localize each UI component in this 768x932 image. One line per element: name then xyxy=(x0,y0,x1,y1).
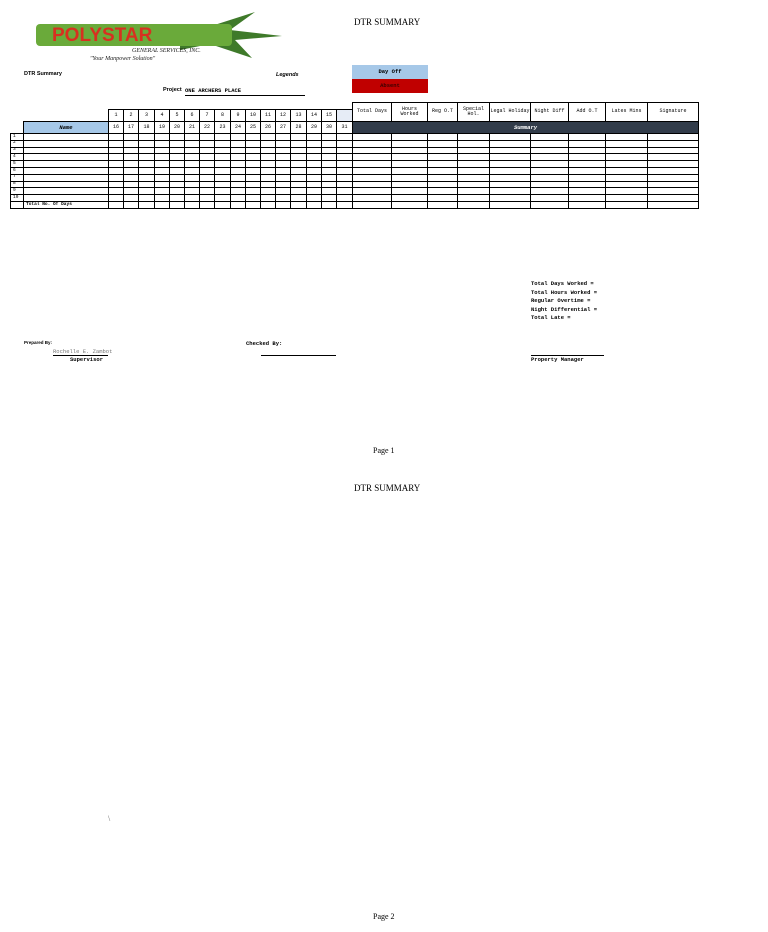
row-number: 2 xyxy=(10,140,24,148)
day-cell xyxy=(245,201,261,209)
day-header: 5 xyxy=(169,109,185,122)
day-header: 15 xyxy=(321,109,337,122)
day-header: 20 xyxy=(169,121,185,134)
row-number: 6 xyxy=(10,167,24,175)
day-header: 2 xyxy=(123,109,139,122)
day-header: 16 xyxy=(108,121,124,134)
day-header: 11 xyxy=(260,109,276,122)
row-number: 5 xyxy=(10,160,24,168)
day-header: 26 xyxy=(260,121,276,134)
day-cell xyxy=(138,201,155,209)
legends-label: Legends xyxy=(276,72,299,78)
prepared-by-name: Rochelle E. Zambot xyxy=(53,348,113,355)
logo-tagline: "Your Manpower Solution" xyxy=(90,56,156,62)
day-header: 19 xyxy=(154,121,170,134)
name-header: Name xyxy=(23,121,109,134)
total-late: Total Late = xyxy=(531,314,571,322)
total-days-label: Total No. Of Days xyxy=(23,201,109,209)
day-cell xyxy=(169,201,185,209)
summary-cell xyxy=(568,201,606,209)
logo-subtitle: GENERAL SERVICES, INC. xyxy=(132,48,201,54)
day-header: 28 xyxy=(290,121,307,134)
row-number xyxy=(10,201,24,209)
day-header: 30 xyxy=(321,121,337,134)
day-header: 8 xyxy=(214,109,231,122)
summary-header: Legal Holiday xyxy=(489,102,531,122)
row-number: 3 xyxy=(10,147,24,155)
day-header: 14 xyxy=(306,109,322,122)
day-header: 21 xyxy=(184,121,200,134)
night-differential: Night Differential = xyxy=(531,305,598,313)
summary-header: Hours Worked xyxy=(391,102,428,122)
day-cell xyxy=(260,201,276,209)
prepared-by-label: Prepared By: xyxy=(24,340,53,345)
signature-line xyxy=(261,355,336,356)
row-number: 9 xyxy=(10,187,24,195)
summary-cell xyxy=(457,201,490,209)
day-header: 31 xyxy=(336,121,353,134)
day-cell xyxy=(214,201,231,209)
summary-cell xyxy=(530,201,569,209)
summary-header: Special Hol. xyxy=(457,102,490,122)
day-cell xyxy=(306,201,322,209)
stray-mark: \ xyxy=(108,814,111,823)
day-cell xyxy=(230,201,246,209)
summary-cell xyxy=(647,201,699,209)
day-header: 7 xyxy=(199,109,215,122)
page-number: Page 2 xyxy=(373,912,395,921)
day-header: 18 xyxy=(138,121,155,134)
legend-absent: Absent xyxy=(352,79,428,93)
row-number: 4 xyxy=(10,153,24,161)
total-days-worked: Total Days Worked = xyxy=(531,280,594,287)
total-hours-worked: Total Hours Worked = xyxy=(531,288,598,296)
day-cell xyxy=(123,201,139,209)
day-header: 22 xyxy=(199,121,215,134)
legend-day-off: Day Off xyxy=(352,65,428,79)
checked-by-label: Checked By: xyxy=(246,340,283,347)
day-header: 29 xyxy=(306,121,322,134)
summary-cell xyxy=(352,201,392,209)
summary-cell xyxy=(391,201,428,209)
project-value: ONE ARCHERS PLACE xyxy=(185,87,305,96)
day-header: 4 xyxy=(154,109,170,122)
day-header: 27 xyxy=(275,121,291,134)
summary-cell xyxy=(605,201,648,209)
day-header: 24 xyxy=(230,121,246,134)
day-header: 12 xyxy=(275,109,291,122)
totals-block xyxy=(531,280,597,323)
summary-header: Add O.T xyxy=(568,102,606,122)
property-manager-role: Property Manager xyxy=(531,356,584,363)
summary-header: Reg O.T xyxy=(427,102,458,122)
day-cell xyxy=(108,201,124,209)
summary-header: Night Diff xyxy=(530,102,569,122)
day-cell xyxy=(275,201,291,209)
day-header: 17 xyxy=(123,121,139,134)
day-header: 25 xyxy=(245,121,261,134)
row-number: 1 xyxy=(10,133,24,141)
prepared-by-role: Supervisor xyxy=(70,356,104,363)
summary-cell xyxy=(489,201,531,209)
page-title: DTR SUMMARY xyxy=(354,17,421,27)
row-number-top xyxy=(10,133,24,134)
summary-header: Total Days xyxy=(352,102,392,122)
day-cell xyxy=(336,201,353,209)
regular-overtime: Regular Overtime = xyxy=(531,297,591,305)
day-header: 1 xyxy=(108,109,124,122)
project-label: Project xyxy=(163,87,182,93)
day-cell xyxy=(199,201,215,209)
summary-header: Lates Mins xyxy=(605,102,648,122)
day-cell xyxy=(184,201,200,209)
row-number: 8 xyxy=(10,181,24,189)
summary-cell xyxy=(427,201,458,209)
page-number: Page 1 xyxy=(373,446,395,455)
row-number: 7 xyxy=(10,174,24,182)
summary-header: Signature xyxy=(647,102,699,122)
day-header: 3 xyxy=(138,109,155,122)
logo-name: POLYSTAR xyxy=(52,25,153,46)
day-header: 9 xyxy=(230,109,246,122)
day-header: 23 xyxy=(214,121,231,134)
day-cell xyxy=(154,201,170,209)
day-header: 6 xyxy=(184,109,200,122)
row-number: 10 xyxy=(10,194,24,202)
day-header: 10 xyxy=(245,109,261,122)
page-title: DTR SUMMARY xyxy=(354,483,421,493)
day-cell xyxy=(321,201,337,209)
summary-bar: Summary xyxy=(352,121,699,134)
day-cell xyxy=(290,201,307,209)
day-header: 13 xyxy=(290,109,307,122)
dtr-summary-label: DTR Summary xyxy=(24,71,62,77)
